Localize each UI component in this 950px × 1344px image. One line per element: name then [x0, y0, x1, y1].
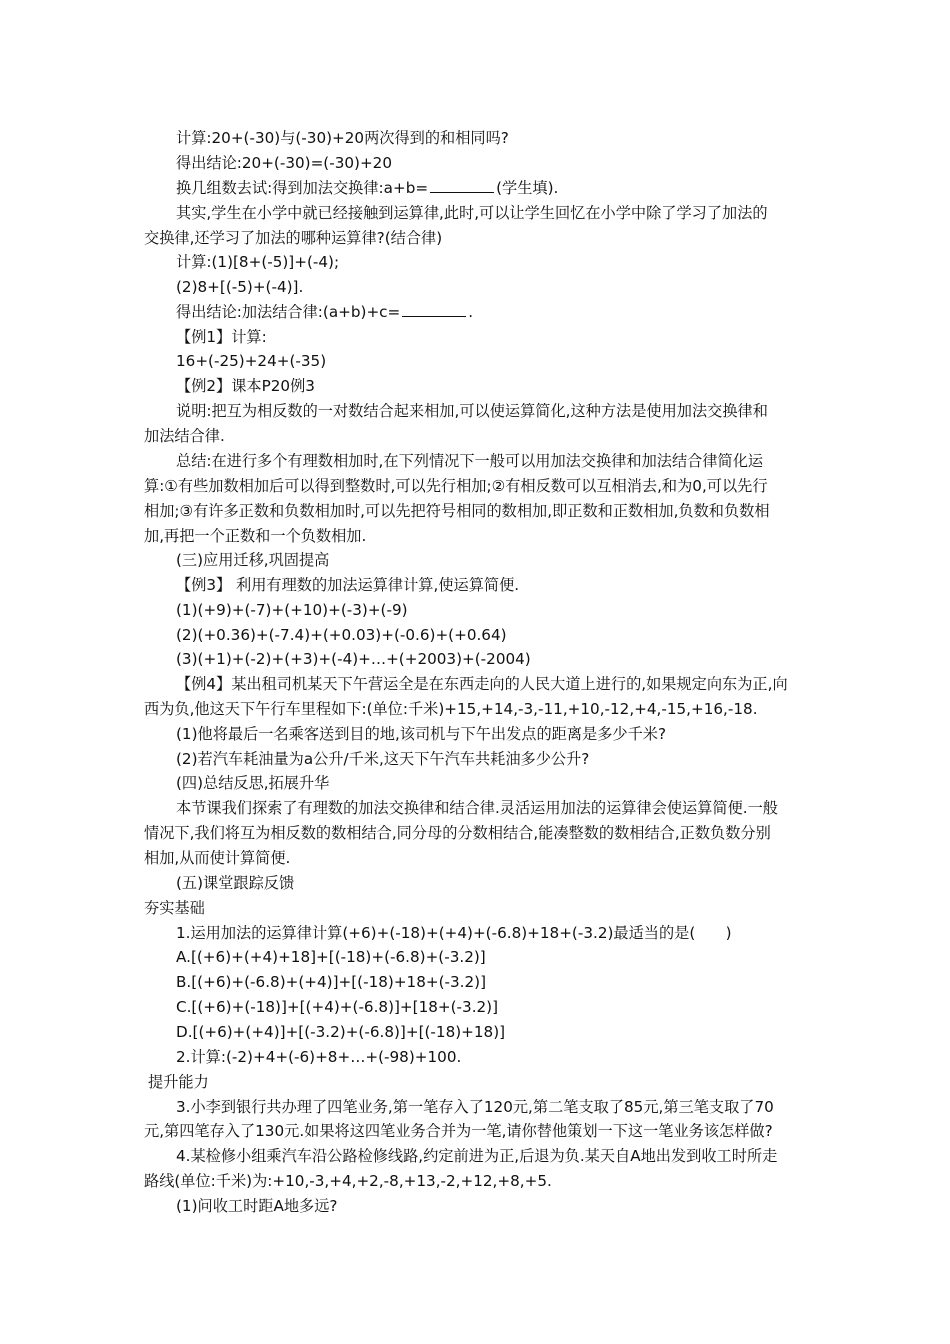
text-line: A.[(+6)+(+4)+18]+[(-18)+(-6.8)+(-3.2)] — [176, 948, 486, 966]
section-heading: 夯实基础 — [144, 899, 205, 917]
text-line: (1)问收工时距A地多远? — [176, 1197, 338, 1215]
text-segment: (学生填). — [496, 179, 559, 197]
text-line: 2.计算:(-2)+4+(-6)+8+…+(-98)+100. — [176, 1048, 462, 1066]
text-line: 4.某检修小组乘汽车沿公路检修线路,约定前进为正,后退为负.某天自A地出发到收工时所走 — [176, 1147, 778, 1165]
text-line: C.[(+6)+(-18)]+[(+4)+(-6.8)]+[18+(-3.2)] — [176, 998, 499, 1016]
fill-blank — [402, 302, 466, 317]
text-line: (3)(+1)+(-2)+(+3)+(-4)+…+(+2003)+(-2004) — [176, 650, 531, 668]
text-line: (1)(+9)+(-7)+(+10)+(-3)+(-9) — [176, 601, 408, 619]
text-line: 说明:把互为相反数的一对数结合起来相加,可以使运算简化,这种方法是使用加法交换律和 — [176, 402, 768, 420]
text-line: 总结:在进行多个有理数相加时,在下列情况下一般可以用加法交换律和加法结合律简化运 — [176, 452, 764, 470]
text-line: 本节课我们探索了有理数的加法交换律和结合律.灵活运用加法的运算律会使运算简便.一般 — [176, 799, 778, 817]
text-line: 西为负,他这天下午行车里程如下:(单位:千米)+15,+14,-3,-11,+10,-12,+4,-15,+16,-18. — [144, 700, 758, 718]
text-line: 元,第四笔存入了130元.如果将这四笔业务合并为一笔,请你替他策划一下这一笔业务该怎样做? — [144, 1122, 773, 1140]
text-segment: 得出结论:加法结合律:(a+b)+c= — [176, 303, 401, 321]
text-line: 【例1】计算: — [176, 328, 267, 346]
text-line: 加法结合律. — [144, 427, 225, 445]
fill-blank — [430, 178, 494, 193]
text-line: 情况下,我们将互为相反数的数相结合,同分母的分数相结合,能凑整数的数相结合,正数负数分别 — [144, 824, 771, 842]
text-line: 16+(-25)+24+(-35) — [176, 352, 327, 370]
text-line: 算:①有些加数相加后可以得到整数时,可以先行相加;②有相反数可以互相消去,和为0,可以先行 — [144, 477, 768, 495]
text-line: (2)(+0.36)+(-7.4)+(+0.03)+(-0.6)+(+0.64) — [176, 626, 507, 644]
text-line: (2)8+[(-5)+(-4)]. — [176, 278, 304, 296]
text-line: 3.小李到银行共办理了四笔业务,第一笔存入了120元,第二笔支取了85元,第三笔支取了70 — [176, 1098, 774, 1116]
text-segment: . — [468, 303, 474, 321]
text-line: B.[(+6)+(-6.8)+(+4)]+[(-18)+18+(-3.2)] — [176, 973, 487, 991]
text-line: D.[(+6)+(+4)]+[(-3.2)+(-6.8)]+[(-18)+18)] — [176, 1023, 506, 1041]
text-line: 交换律,还学习了加法的哪种运算律?(结合律) — [144, 229, 443, 247]
text-line: (三)应用迁移,巩固提高 — [176, 551, 330, 569]
text-line: 得出结论:20+(-30)=(-30)+20 — [176, 154, 393, 172]
text-line: 【例4】某出租司机某天下午营运全是在东西走向的人民大道上进行的,如果规定向东为正,向 — [176, 675, 788, 693]
text-line: 计算:(1)[8+(-5)]+(-4); — [176, 253, 340, 271]
text-line: 【例3】 利用有理数的加法运算律计算,使运算简便. — [176, 576, 520, 594]
text-line: 相加,从而使计算简便. — [144, 849, 291, 867]
text-line: 路线(单位:千米)为:+10,-3,+4,+2,-8,+13,-2,+12,+8,+5. — [144, 1172, 552, 1190]
text-segment: 换几组数去试:得到加法交换律:a+b= — [176, 179, 429, 197]
text-line: 加,再把一个正数和一个负数相加. — [144, 527, 367, 545]
text-line: (五)课堂跟踪反馈 — [176, 874, 295, 892]
text-line: 其实,学生在小学中就已经接触到运算律,此时,可以让学生回忆在小学中除了学习了加法的 — [176, 204, 768, 222]
text-line: (2)若汽车耗油量为a公升/千米,这天下午汽车共耗油多少公升? — [176, 750, 590, 768]
section-heading: 提升能力 — [148, 1073, 209, 1091]
text-line — [144, 300, 846, 324]
text-line: (1)他将最后一名乘客送到目的地,该司机与下午出发点的距离是多少千米? — [176, 725, 667, 743]
text-line: 相加;③有许多正数和负数相加时,可以先把符号相同的数相加,即正数和正数相加,负数和负数相 — [144, 502, 770, 520]
text-line: (四)总结反思,拓展升华 — [176, 774, 330, 792]
text-line: 计算:20+(-30)与(-30)+20两次得到的和相同吗? — [176, 129, 509, 147]
text-line: 【例2】课本P20例3 — [176, 377, 315, 395]
text-line — [144, 176, 846, 200]
text-line: 1.运用加法的运算律计算(+6)+(-18)+(+4)+(-6.8)+18+(-3.2)最适当的是( ) — [176, 924, 732, 942]
